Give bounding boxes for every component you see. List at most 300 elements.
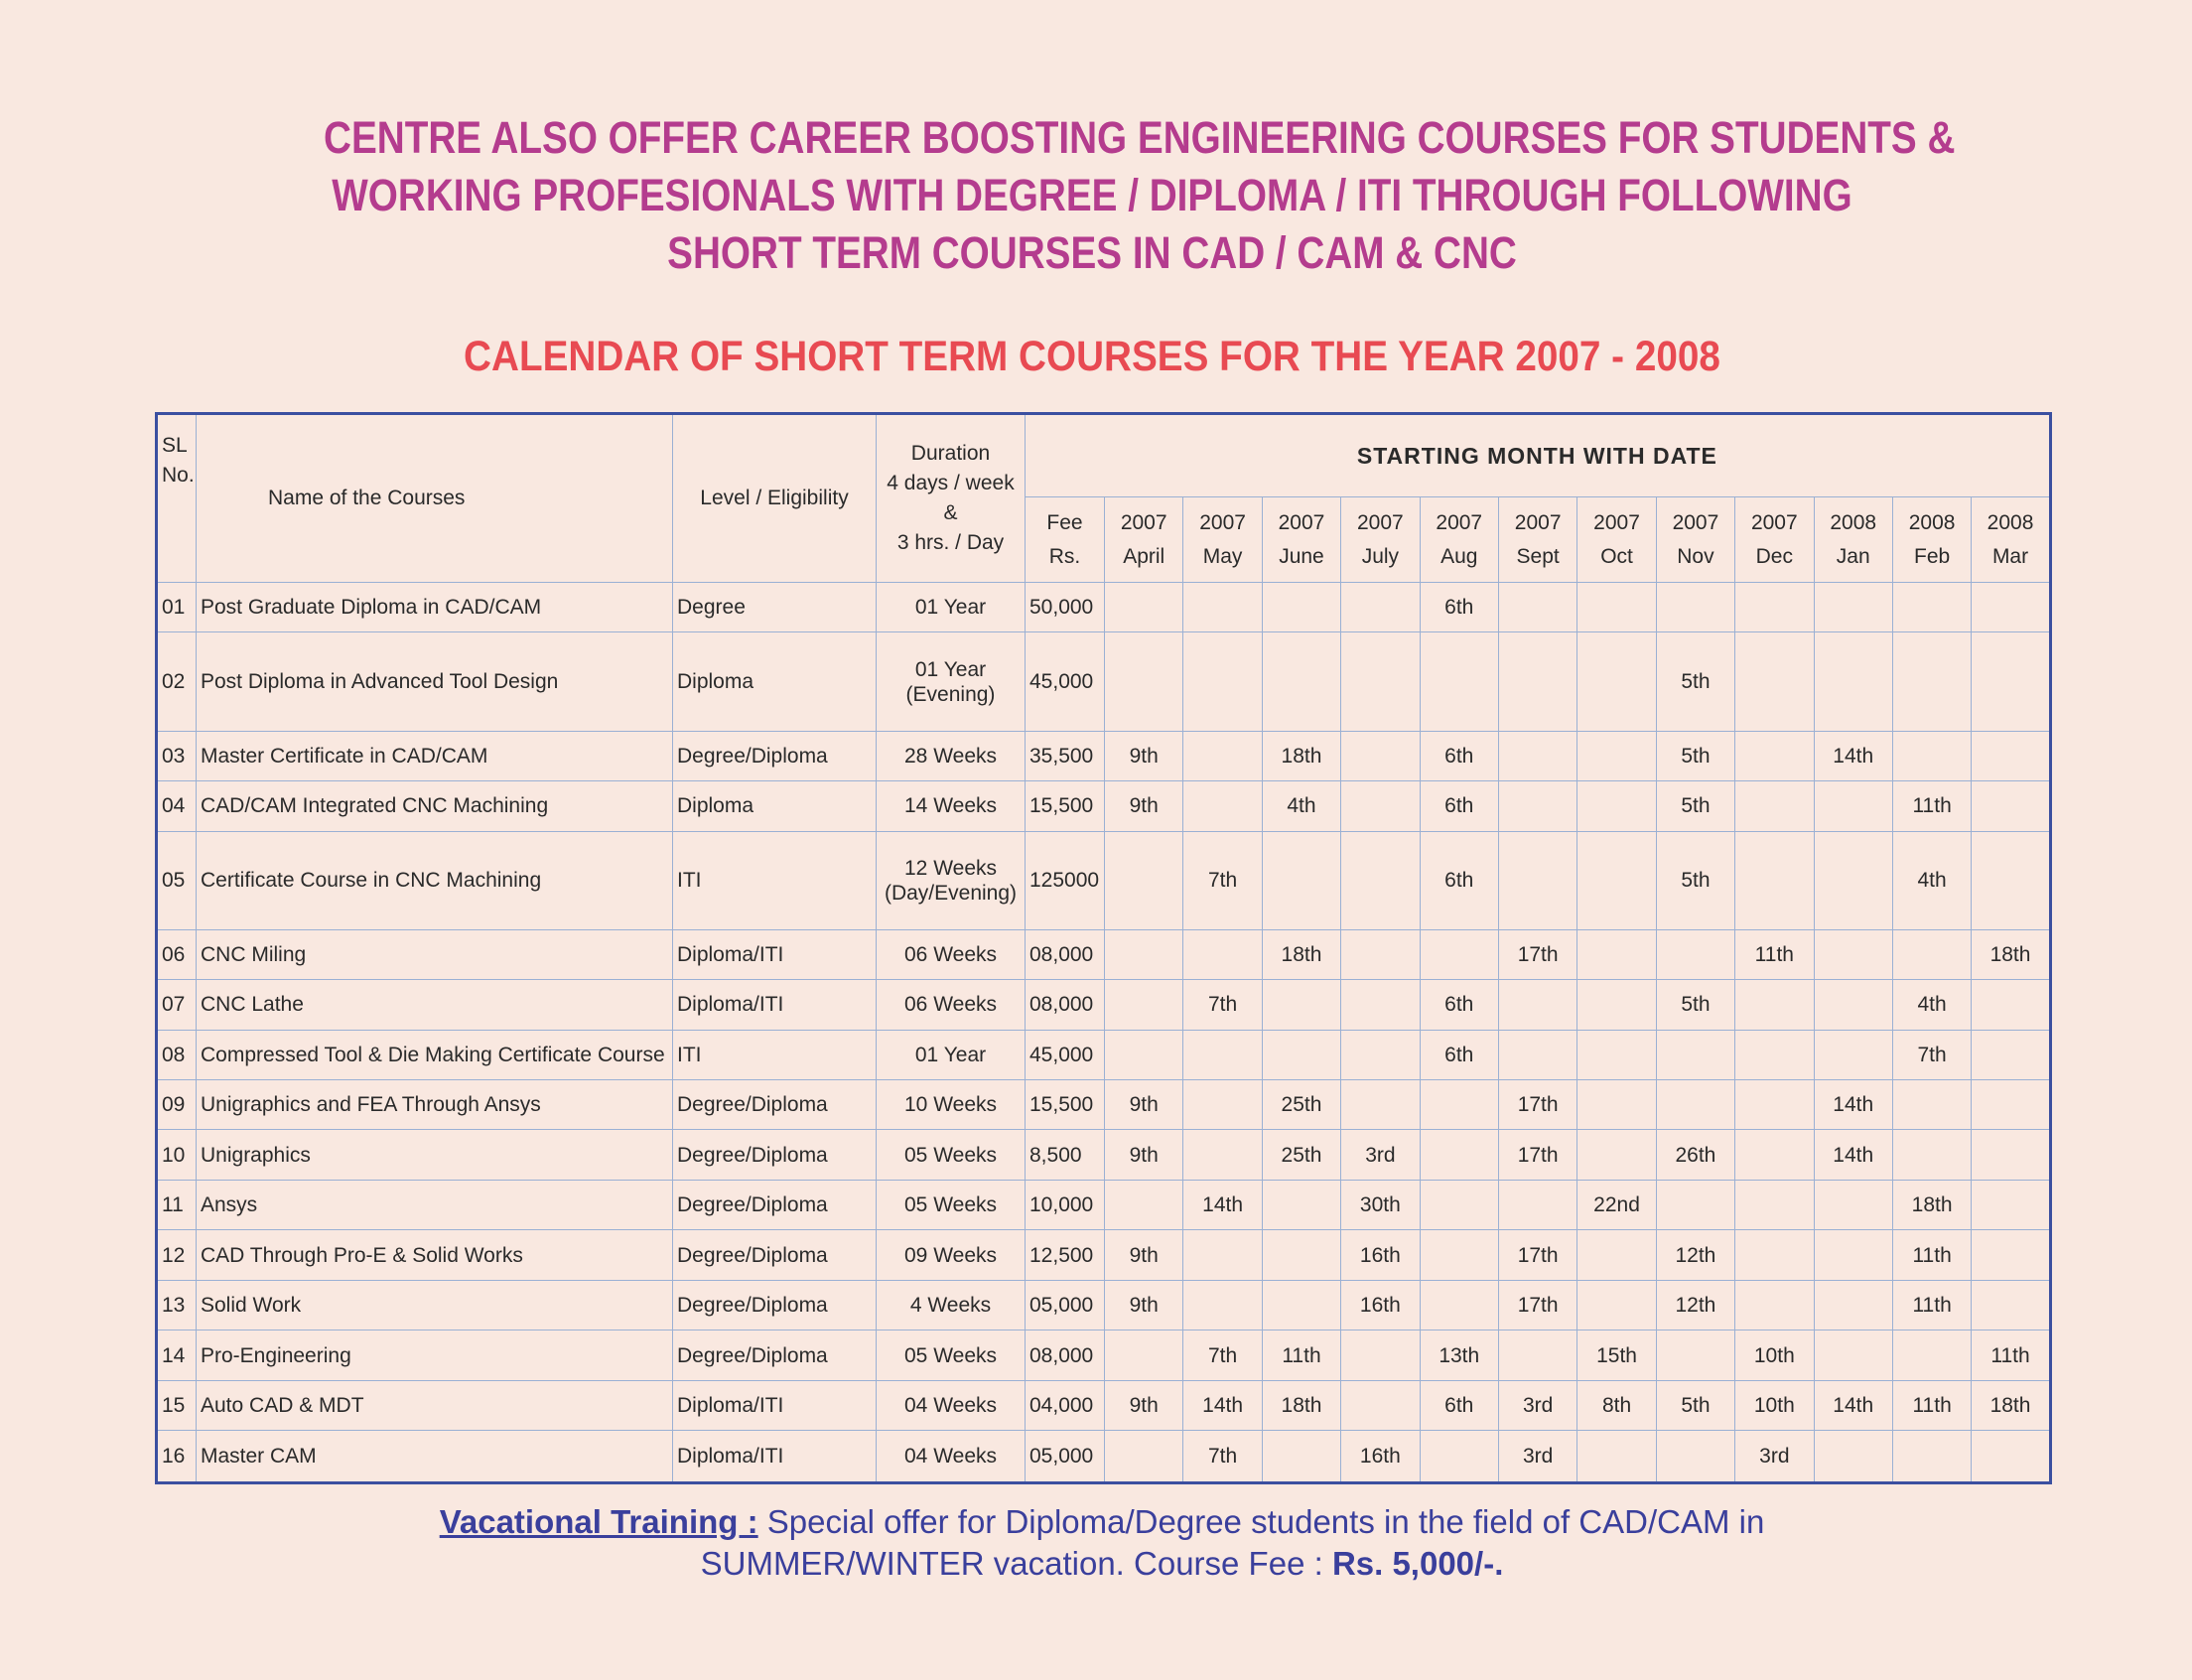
course-name: CNC Lathe xyxy=(197,980,673,1030)
header-month-name: Nov xyxy=(1677,544,1714,568)
course-duration: 05 Weeks xyxy=(877,1330,1026,1380)
course-start-date: 18th xyxy=(1262,731,1340,780)
course-sl-no: 13 xyxy=(157,1280,197,1330)
header-month xyxy=(1262,497,1340,583)
course-start-date xyxy=(1814,1180,1892,1229)
course-start-date: 10th xyxy=(1735,1330,1814,1380)
course-start-date xyxy=(1892,1080,1971,1130)
header-month-year: 2007 xyxy=(1514,510,1562,534)
course-level: Degree/Diploma xyxy=(673,1230,877,1280)
course-fee: 08,000 xyxy=(1026,980,1105,1030)
course-name: Compressed Tool & Die Making Certificate Course xyxy=(197,1030,673,1079)
course-start-date: 9th xyxy=(1105,1230,1183,1280)
header-fee xyxy=(1026,497,1105,583)
course-start-date: 11th xyxy=(1892,1280,1971,1330)
course-start-date: 9th xyxy=(1105,1080,1183,1130)
header-sl-line-2: No. xyxy=(162,464,195,487)
course-start-date xyxy=(1262,980,1340,1030)
course-start-date xyxy=(1814,781,1892,831)
course-start-date xyxy=(1656,1330,1734,1380)
course-start-date xyxy=(1577,1130,1656,1180)
course-start-date xyxy=(1420,1431,1498,1483)
course-start-date xyxy=(1105,1431,1183,1483)
course-start-date: 16th xyxy=(1341,1280,1420,1330)
table-row xyxy=(157,1330,2051,1380)
course-start-date xyxy=(1814,929,1892,979)
course-start-date xyxy=(1972,1130,2050,1180)
course-start-date xyxy=(1735,632,1814,731)
course-start-date xyxy=(1577,1080,1656,1130)
course-name: Solid Work xyxy=(197,1280,673,1330)
course-duration: 04 Weeks xyxy=(877,1431,1026,1483)
course-duration: 14 Weeks xyxy=(877,781,1026,831)
header-month-year: 2008 xyxy=(1986,510,2034,534)
course-start-date xyxy=(1656,929,1734,979)
course-start-date xyxy=(1262,583,1340,632)
course-start-date: 8th xyxy=(1577,1380,1656,1430)
table-row xyxy=(157,583,2051,632)
course-start-date xyxy=(1420,1280,1498,1330)
course-start-date xyxy=(1735,831,1814,929)
header-month xyxy=(1814,497,1892,583)
header-month xyxy=(1972,497,2050,583)
course-start-date xyxy=(1183,1080,1262,1130)
course-start-date xyxy=(1420,929,1498,979)
table-row xyxy=(157,1130,2051,1180)
course-start-date: 3rd xyxy=(1341,1130,1420,1180)
course-start-date xyxy=(1341,781,1420,831)
course-start-date xyxy=(1341,831,1420,929)
header-month-name: June xyxy=(1279,544,1324,568)
course-start-date xyxy=(1577,980,1656,1030)
header-month-year: 2007 xyxy=(1278,510,1325,534)
course-start-date xyxy=(1814,1030,1892,1079)
course-start-date xyxy=(1735,1230,1814,1280)
header-fee-line-1: Fee xyxy=(1046,510,1083,534)
header-month-name: Feb xyxy=(1914,544,1951,568)
course-name: Master CAM xyxy=(197,1431,673,1483)
course-start-date: 5th xyxy=(1656,831,1734,929)
course-sl-no: 02 xyxy=(157,632,197,731)
course-start-date: 9th xyxy=(1105,1380,1183,1430)
course-duration: 04 Weeks xyxy=(877,1380,1026,1430)
course-start-date xyxy=(1105,1030,1183,1079)
course-start-date: 18th xyxy=(1972,929,2050,979)
course-duration: 01 Year xyxy=(877,583,1026,632)
header-month xyxy=(1183,497,1262,583)
course-start-date xyxy=(1892,632,1971,731)
course-start-date: 14th xyxy=(1183,1380,1262,1430)
course-start-date xyxy=(1735,1030,1814,1079)
course-level: Degree/Diploma xyxy=(673,1280,877,1330)
course-level: Degree/Diploma xyxy=(673,1080,877,1130)
course-start-date xyxy=(1814,583,1892,632)
course-start-date: 15th xyxy=(1577,1330,1656,1380)
header-month-name: July xyxy=(1361,544,1400,568)
course-start-date xyxy=(1735,731,1814,780)
table-row xyxy=(157,1180,2051,1229)
course-start-date: 11th xyxy=(1262,1330,1340,1380)
header-month-year: 2007 xyxy=(1357,510,1404,534)
header-sl xyxy=(157,414,197,583)
course-start-date: 22nd xyxy=(1577,1180,1656,1229)
course-start-date xyxy=(1577,1030,1656,1079)
course-start-date: 17th xyxy=(1498,1230,1576,1280)
course-start-date xyxy=(1577,781,1656,831)
course-start-date xyxy=(1262,632,1340,731)
header-month xyxy=(1656,497,1734,583)
course-start-date xyxy=(1498,731,1576,780)
table-row xyxy=(157,831,2051,929)
heading-line-1: CENTRE ALSO OFFER CAREER BOOSTING ENGINEERING COURSES FOR STUDENTS & xyxy=(324,112,1956,163)
course-level: Degree xyxy=(673,583,877,632)
course-start-date xyxy=(1735,1080,1814,1130)
course-fee: 35,500 xyxy=(1026,731,1105,780)
course-start-date: 12th xyxy=(1656,1280,1734,1330)
course-start-date: 5th xyxy=(1656,781,1734,831)
course-start-date xyxy=(1814,1330,1892,1380)
course-start-date xyxy=(1341,731,1420,780)
course-start-date: 10th xyxy=(1735,1380,1814,1430)
course-start-date xyxy=(1972,1280,2050,1330)
course-start-date: 7th xyxy=(1183,831,1262,929)
course-start-date xyxy=(1498,632,1576,731)
course-start-date xyxy=(1577,1280,1656,1330)
header-month xyxy=(1735,497,1814,583)
table-row xyxy=(157,1230,2051,1280)
course-start-date xyxy=(1972,1431,2050,1483)
course-start-date: 3rd xyxy=(1498,1431,1576,1483)
course-start-date: 13th xyxy=(1420,1330,1498,1380)
course-duration: 28 Weeks xyxy=(877,731,1026,780)
course-start-date xyxy=(1341,1080,1420,1130)
course-start-date xyxy=(1498,781,1576,831)
course-start-date: 11th xyxy=(1972,1330,2050,1380)
course-sl-no: 12 xyxy=(157,1230,197,1280)
course-start-date xyxy=(1341,1380,1420,1430)
table-row xyxy=(157,731,2051,780)
course-start-date xyxy=(1183,1030,1262,1079)
course-start-date xyxy=(1498,831,1576,929)
course-start-date xyxy=(1735,781,1814,831)
course-duration: 12 Weeks (Day/Evening) xyxy=(877,831,1026,929)
course-start-date xyxy=(1972,632,2050,731)
course-start-date xyxy=(1814,980,1892,1030)
course-start-date xyxy=(1892,929,1971,979)
course-start-date xyxy=(1341,980,1420,1030)
course-level: ITI xyxy=(673,831,877,929)
course-start-date xyxy=(1577,831,1656,929)
course-level: Degree/Diploma xyxy=(673,1330,877,1380)
header-month-year: 2007 xyxy=(1436,510,1483,534)
course-start-date: 6th xyxy=(1420,831,1498,929)
vacational-training-fee: Rs. 5,000/-. xyxy=(1331,1545,1504,1582)
course-start-date xyxy=(1105,980,1183,1030)
header-month xyxy=(1420,497,1498,583)
course-start-date xyxy=(1656,1180,1734,1229)
course-duration: 05 Weeks xyxy=(877,1130,1026,1180)
course-fee: 12,500 xyxy=(1026,1230,1105,1280)
course-sl-no: 06 xyxy=(157,929,197,979)
course-start-date: 3rd xyxy=(1498,1380,1576,1430)
course-fee: 8,500 xyxy=(1026,1130,1105,1180)
course-fee: 08,000 xyxy=(1026,1330,1105,1380)
course-start-date: 14th xyxy=(1814,1130,1892,1180)
header-month xyxy=(1892,497,1971,583)
course-start-date xyxy=(1814,831,1892,929)
course-start-date: 4th xyxy=(1262,781,1340,831)
course-start-date xyxy=(1892,583,1971,632)
course-start-date xyxy=(1498,583,1576,632)
course-start-date xyxy=(1656,1030,1734,1079)
course-sl-no: 07 xyxy=(157,980,197,1030)
course-fee: 04,000 xyxy=(1026,1380,1105,1430)
header-month-name: Dec xyxy=(1755,544,1793,568)
header-duration xyxy=(877,414,1026,583)
course-name: Unigraphics and FEA Through Ansys xyxy=(197,1080,673,1130)
course-start-date: 18th xyxy=(1892,1180,1971,1229)
course-fee: 05,000 xyxy=(1026,1431,1105,1483)
course-level: ITI xyxy=(673,1030,877,1079)
course-start-date: 5th xyxy=(1656,632,1734,731)
header-fee-line-2: Rs. xyxy=(1048,544,1081,568)
course-name: Pro-Engineering xyxy=(197,1330,673,1380)
course-start-date xyxy=(1892,1330,1971,1380)
course-sl-no: 09 xyxy=(157,1080,197,1130)
course-fee: 45,000 xyxy=(1026,632,1105,731)
heading-line-3: SHORT TERM COURSES IN CAD / CAM & CNC xyxy=(667,227,1517,278)
course-name: Ansys xyxy=(197,1180,673,1229)
header-level: Level / Eligibility xyxy=(673,414,877,583)
course-start-date: 14th xyxy=(1814,1080,1892,1130)
course-start-date xyxy=(1735,1130,1814,1180)
course-start-date: 3rd xyxy=(1735,1431,1814,1483)
course-start-date xyxy=(1420,1080,1498,1130)
header-duration-line-4: 3 hrs. / Day xyxy=(896,531,1005,554)
course-start-date: 4th xyxy=(1892,980,1971,1030)
header-sl-line-1: SL xyxy=(162,434,188,457)
course-start-date xyxy=(1341,1030,1420,1079)
course-level: Diploma xyxy=(673,781,877,831)
course-name: Certificate Course in CNC Machining xyxy=(197,831,673,929)
course-start-date xyxy=(1656,1431,1734,1483)
course-start-date xyxy=(1656,1080,1734,1130)
course-start-date: 5th xyxy=(1656,731,1734,780)
course-start-date xyxy=(1972,781,2050,831)
header-month-name: Jan xyxy=(1836,544,1870,568)
course-name: Post Graduate Diploma in CAD/CAM xyxy=(197,583,673,632)
course-start-date xyxy=(1183,731,1262,780)
table-row xyxy=(157,1380,2051,1430)
course-start-date xyxy=(1972,1030,2050,1079)
course-start-date: 17th xyxy=(1498,929,1576,979)
course-start-date xyxy=(1577,1230,1656,1280)
course-sl-no: 01 xyxy=(157,583,197,632)
course-start-date: 25th xyxy=(1262,1130,1340,1180)
course-start-date: 7th xyxy=(1183,1330,1262,1380)
course-start-date xyxy=(1498,1030,1576,1079)
table-row xyxy=(157,929,2051,979)
course-start-date xyxy=(1814,1280,1892,1330)
header-month-year: 2007 xyxy=(1672,510,1719,534)
course-start-date: 9th xyxy=(1105,781,1183,831)
course-sl-no: 15 xyxy=(157,1380,197,1430)
course-duration: 05 Weeks xyxy=(877,1180,1026,1229)
course-start-date xyxy=(1262,1431,1340,1483)
course-fee: 15,500 xyxy=(1026,1080,1105,1130)
course-start-date xyxy=(1183,632,1262,731)
course-start-date xyxy=(1972,731,2050,780)
course-start-date xyxy=(1105,1180,1183,1229)
course-start-date xyxy=(1972,1230,2050,1280)
course-level: Diploma xyxy=(673,632,877,731)
course-start-date xyxy=(1105,1330,1183,1380)
heading-line-2: WORKING PROFESIONALS WITH DEGREE / DIPLOMA / ITI THROUGH FOLLOWING xyxy=(332,170,1852,220)
course-fee: 15,500 xyxy=(1026,781,1105,831)
course-duration: 01 Year xyxy=(877,1030,1026,1079)
header-month-name: Oct xyxy=(1600,544,1633,568)
course-start-date xyxy=(1262,831,1340,929)
course-start-date: 7th xyxy=(1183,980,1262,1030)
course-start-date xyxy=(1972,1180,2050,1229)
course-start-date xyxy=(1577,1431,1656,1483)
course-start-date xyxy=(1972,583,2050,632)
course-level: Degree/Diploma xyxy=(673,731,877,780)
header-starting-month: STARTING MONTH WITH DATE xyxy=(1026,414,2051,497)
course-name: CAD/CAM Integrated CNC Machining xyxy=(197,781,673,831)
course-start-date: 16th xyxy=(1341,1431,1420,1483)
course-sl-no: 03 xyxy=(157,731,197,780)
header-duration-line-3: & xyxy=(943,501,958,524)
course-fee: 10,000 xyxy=(1026,1180,1105,1229)
calendar-title: CALENDAR OF SHORT TERM COURSES FOR THE YEAR 2007 - 2008 xyxy=(464,333,1720,380)
header-month xyxy=(1105,497,1183,583)
course-start-date: 6th xyxy=(1420,583,1498,632)
course-start-date: 30th xyxy=(1341,1180,1420,1229)
course-duration: 06 Weeks xyxy=(877,929,1026,979)
course-start-date: 18th xyxy=(1262,1380,1340,1430)
course-start-date: 14th xyxy=(1814,731,1892,780)
course-start-date xyxy=(1577,929,1656,979)
course-start-date: 25th xyxy=(1262,1080,1340,1130)
header-month xyxy=(1577,497,1656,583)
course-start-date xyxy=(1420,1130,1498,1180)
course-start-date xyxy=(1814,632,1892,731)
course-start-date: 26th xyxy=(1656,1130,1734,1180)
course-start-date: 5th xyxy=(1656,980,1734,1030)
table-row xyxy=(157,781,2051,831)
course-name: Unigraphics xyxy=(197,1130,673,1180)
course-start-date: 9th xyxy=(1105,731,1183,780)
table-row xyxy=(157,1431,2051,1483)
course-start-date xyxy=(1892,731,1971,780)
course-duration: 01 Year (Evening) xyxy=(877,632,1026,731)
course-start-date: 7th xyxy=(1183,1431,1262,1483)
header-duration-line-1: Duration xyxy=(910,442,991,465)
course-start-date: 6th xyxy=(1420,980,1498,1030)
header-month-name: Aug xyxy=(1440,544,1478,568)
course-start-date xyxy=(1420,632,1498,731)
table-row xyxy=(157,632,2051,731)
course-duration: 09 Weeks xyxy=(877,1230,1026,1280)
courses-table xyxy=(155,412,2052,1484)
course-start-date: 11th xyxy=(1735,929,1814,979)
course-start-date xyxy=(1498,1180,1576,1229)
table-row xyxy=(157,1030,2051,1079)
course-start-date xyxy=(1341,583,1420,632)
course-sl-no: 11 xyxy=(157,1180,197,1229)
header-month-year: 2008 xyxy=(1908,510,1956,534)
course-start-date xyxy=(1183,781,1262,831)
course-start-date xyxy=(1105,583,1183,632)
course-duration: 10 Weeks xyxy=(877,1080,1026,1130)
courses-table-body xyxy=(157,583,2051,1483)
course-start-date xyxy=(1972,1080,2050,1130)
course-start-date: 6th xyxy=(1420,781,1498,831)
course-sl-no: 10 xyxy=(157,1130,197,1180)
header-month-year: 2007 xyxy=(1120,510,1167,534)
header-month-year: 2008 xyxy=(1830,510,1877,534)
course-start-date: 17th xyxy=(1498,1280,1576,1330)
course-start-date xyxy=(1814,1431,1892,1483)
table-row xyxy=(157,1080,2051,1130)
course-start-date xyxy=(1341,929,1420,979)
course-start-date: 11th xyxy=(1892,1380,1971,1430)
course-name: Master Certificate in CAD/CAM xyxy=(197,731,673,780)
course-start-date: 16th xyxy=(1341,1230,1420,1280)
course-level: Degree/Diploma xyxy=(673,1180,877,1229)
course-start-date: 18th xyxy=(1262,929,1340,979)
course-name: Post Diploma in Advanced Tool Design xyxy=(197,632,673,731)
course-start-date: 9th xyxy=(1105,1280,1183,1330)
header-month-year: 2007 xyxy=(1593,510,1640,534)
course-start-date xyxy=(1183,1130,1262,1180)
course-start-date xyxy=(1183,1280,1262,1330)
course-start-date xyxy=(1577,632,1656,731)
course-start-date: 17th xyxy=(1498,1080,1576,1130)
course-start-date xyxy=(1498,1330,1576,1380)
header-month-name: April xyxy=(1123,544,1165,568)
course-start-date xyxy=(1183,929,1262,979)
course-start-date: 14th xyxy=(1183,1180,1262,1229)
vacational-training-text-2: SUMMER/WINTER vacation. Course Fee : xyxy=(700,1545,1332,1582)
page-heading xyxy=(324,109,1956,282)
course-start-date: 18th xyxy=(1972,1380,2050,1430)
header-month-name: Sept xyxy=(1516,544,1560,568)
course-start-date xyxy=(1183,1230,1262,1280)
course-sl-no: 08 xyxy=(157,1030,197,1079)
course-start-date: 14th xyxy=(1814,1380,1892,1430)
header-month-name: May xyxy=(1202,544,1243,568)
course-start-date xyxy=(1262,1230,1340,1280)
course-start-date xyxy=(1735,1280,1814,1330)
course-level: Diploma/ITI xyxy=(673,980,877,1030)
course-fee: 08,000 xyxy=(1026,929,1105,979)
course-start-date xyxy=(1420,1180,1498,1229)
course-start-date: 11th xyxy=(1892,781,1971,831)
course-sl-no: 04 xyxy=(157,781,197,831)
course-start-date xyxy=(1735,980,1814,1030)
header-duration-line-2: 4 days / week xyxy=(887,472,1015,494)
vacational-training-note xyxy=(159,1501,2045,1585)
course-sl-no: 14 xyxy=(157,1330,197,1380)
course-start-date xyxy=(1972,831,2050,929)
course-start-date xyxy=(1892,1431,1971,1483)
course-start-date xyxy=(1735,583,1814,632)
course-start-date xyxy=(1735,1180,1814,1229)
vacational-training-label: Vacational Training : xyxy=(439,1503,758,1540)
course-level: Diploma/ITI xyxy=(673,1380,877,1430)
